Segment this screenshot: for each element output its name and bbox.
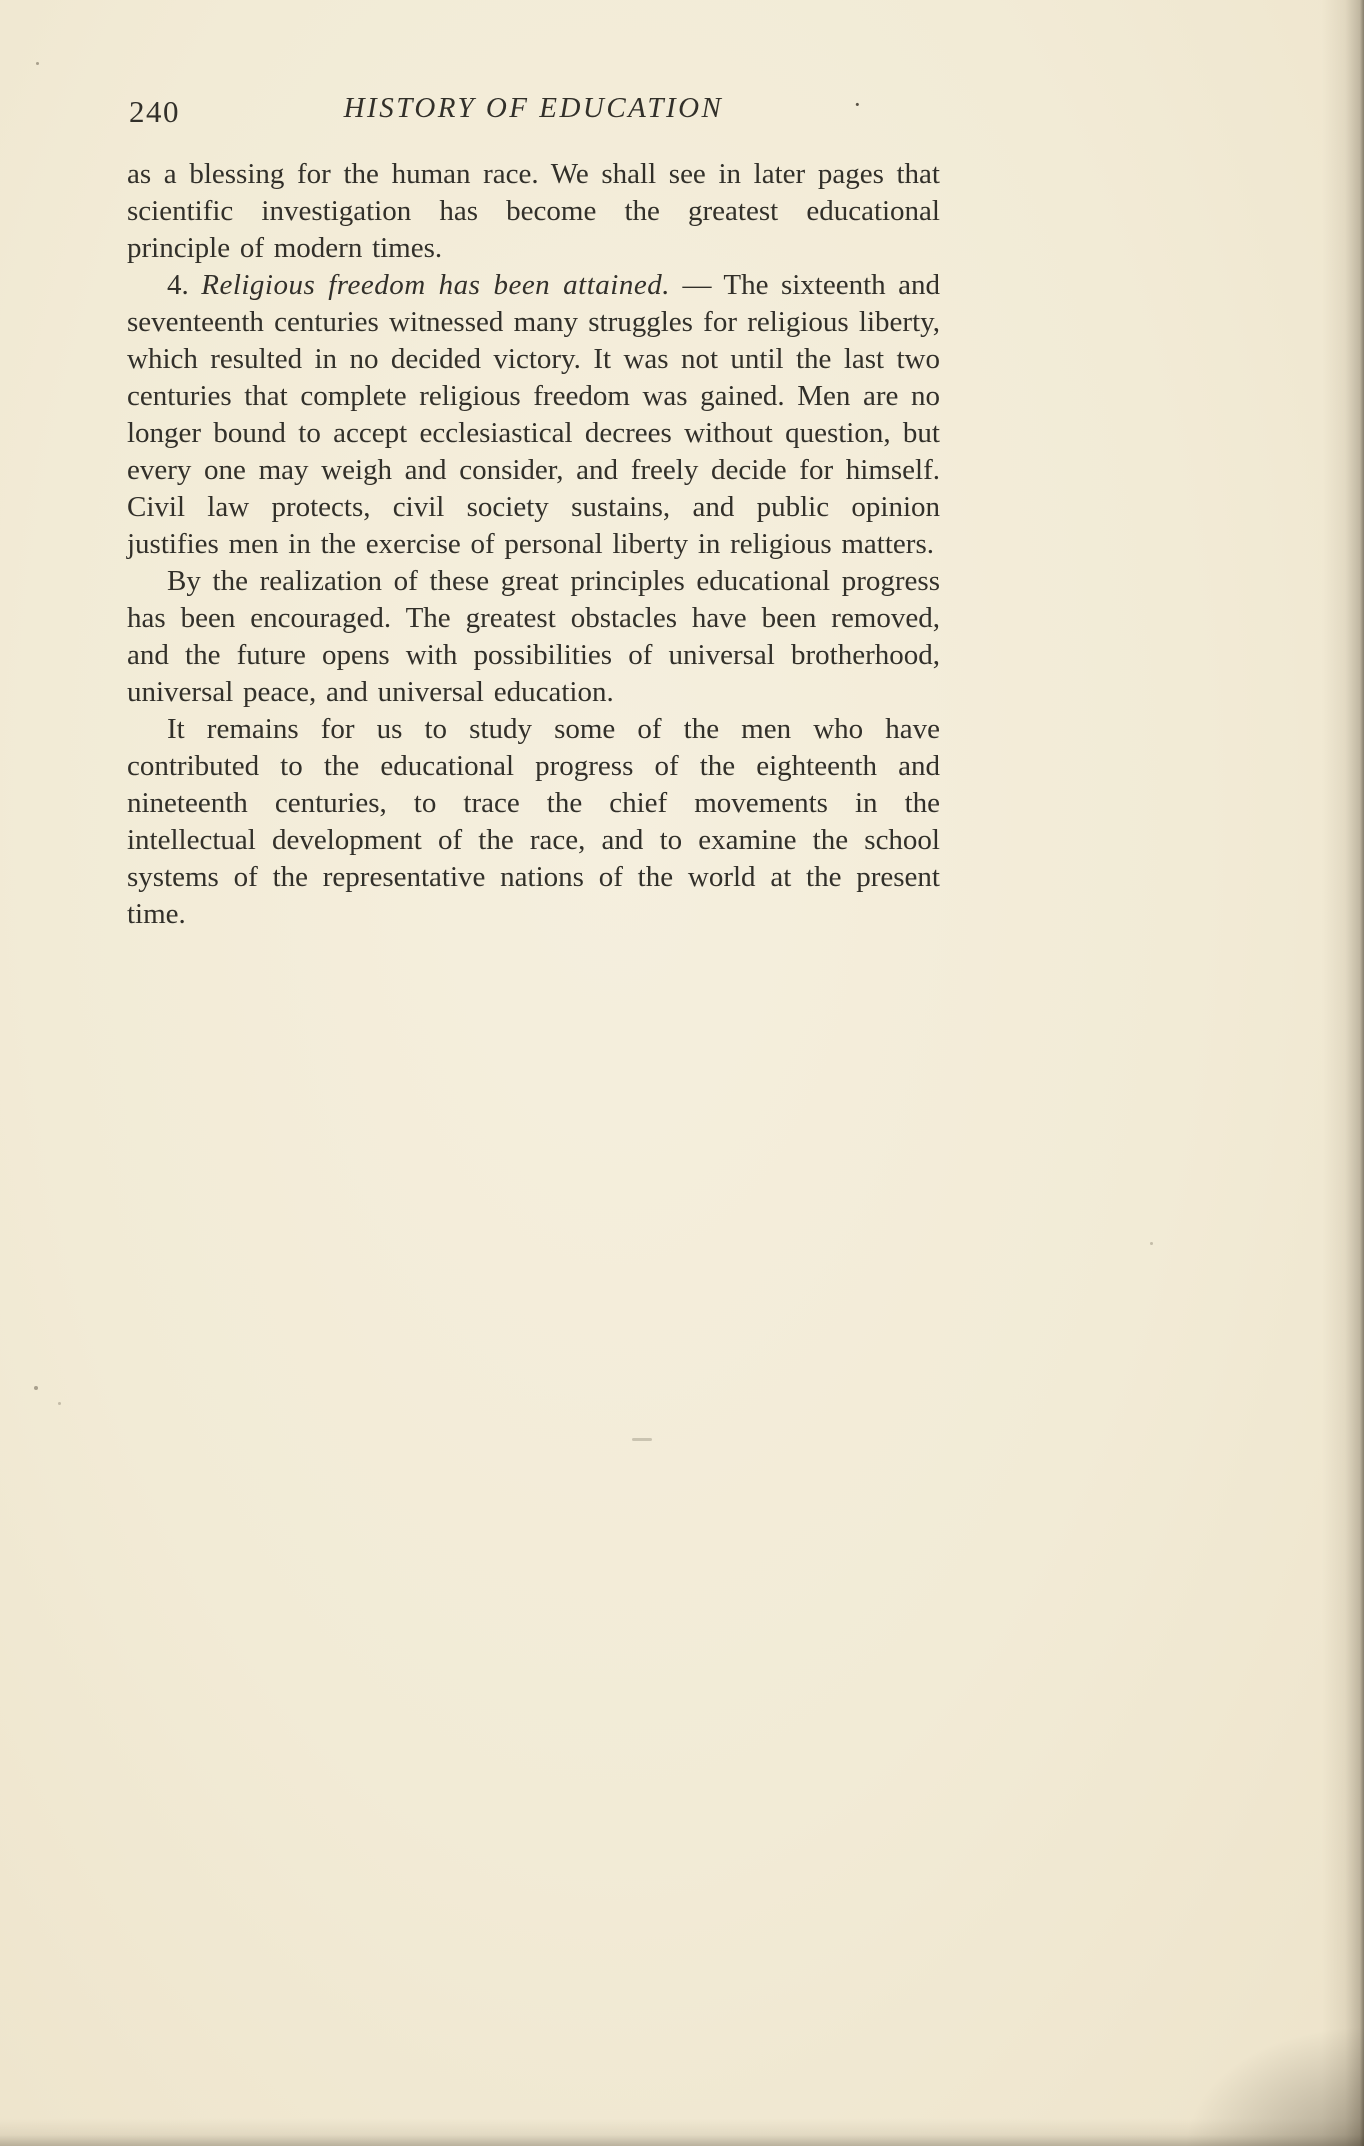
scan-edge-shadow-corner <box>1184 2026 1364 2146</box>
paragraph <box>127 156 940 267</box>
running-header: HISTORY OF EDUCATION <box>343 92 724 124</box>
page-head <box>127 92 940 134</box>
scan-speck <box>632 1438 652 1441</box>
text-run: 4. <box>167 269 202 301</box>
scan-edge-shadow-bottom <box>0 2118 1364 2146</box>
paragraph <box>127 267 940 563</box>
scan-edge-shadow-right <box>1322 0 1364 2146</box>
page-body <box>127 156 940 933</box>
page-number: 240 <box>129 94 180 129</box>
scan-speck <box>58 1402 61 1405</box>
paragraph <box>127 711 940 933</box>
scan-speck <box>34 1386 38 1390</box>
text-run: By the realization of these great principles educational progress has been encouraged. The greatest obstacles have been removed, and the future opens with possibilities of universal brotherhood, universal peace, and universal education. <box>127 565 940 708</box>
scan-speck <box>36 62 39 65</box>
paragraph <box>127 563 940 711</box>
text-run: — The sixteenth and seventeenth centuries witnessed many struggles for religious liberty, which resulted in no decided victory. It was not until the last two centuries that complete religious freedom was gained. Men are no longer bound to accept ecclesiastical decrees without question, but every one may weigh and consider, and freely decide for himself. Civil law protects, civil society sustains, and public opinion justifies men in the exercise of personal liberty in religious matters. <box>127 269 941 560</box>
text-run: It remains for us to study some of the men who have contributed to the educational progress of the eighteenth and nineteenth centuries, to trace the chief movements in the intellectual development of the race, and to examine the school systems of the representative nations of the world at the present time. <box>127 713 940 930</box>
italic-text-run: Religious freedom has been attained. <box>201 269 670 301</box>
scan-dot-mark: · <box>853 90 862 119</box>
text-run: as a blessing for the human race. We shall see in later pages that scientific investigation has become the greatest educational principle of modern times. <box>127 158 940 264</box>
scan-speck <box>1150 1242 1153 1245</box>
